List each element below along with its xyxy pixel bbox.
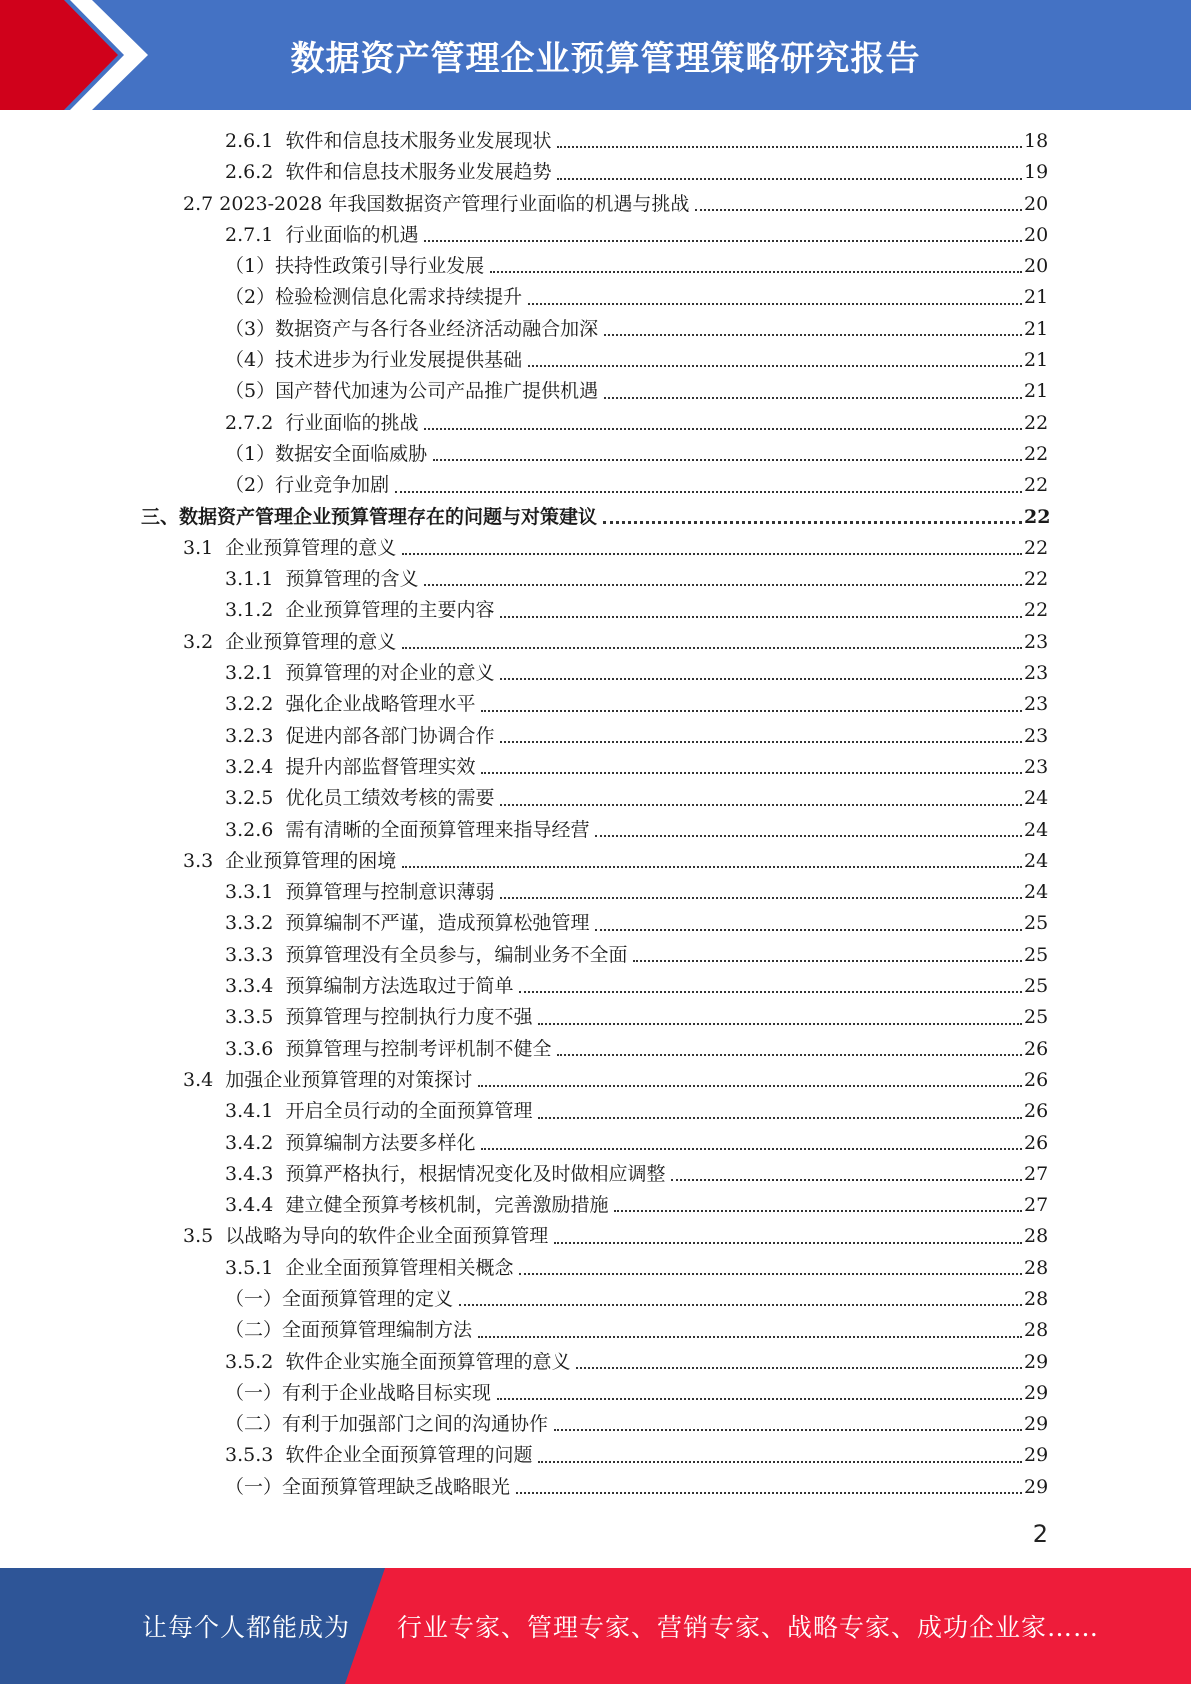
toc-entry[interactable] <box>0 627 1191 658</box>
toc-leader-dots <box>528 303 1022 305</box>
toc-leader-dots <box>557 146 1022 148</box>
toc-entry[interactable] <box>0 502 1191 533</box>
toc-entry[interactable] <box>0 1190 1191 1221</box>
toc-entry-number: 2.6.2 <box>225 161 286 184</box>
toc-entry-number: （2） <box>225 286 276 309</box>
toc-entry-title: 国产替代加速为公司产品推广提供机遇 <box>275 380 599 403</box>
toc-entry-page: 22 <box>1024 536 1049 559</box>
toc-entry-title: 以战略为导向的软件企业全面预算管理 <box>225 1225 549 1248</box>
toc-entry-title: 预算管理的对企业的意义 <box>285 662 495 685</box>
toc-leader-dots <box>538 1461 1022 1463</box>
toc-entry-number: 3.3.5 <box>225 1006 286 1029</box>
toc-entry[interactable] <box>0 877 1191 908</box>
toc-entry-title: 软件企业实施全面预算管理的意义 <box>285 1350 571 1373</box>
toc-leader-dots <box>595 835 1022 837</box>
toc-entry[interactable] <box>0 220 1191 251</box>
toc-entry-page: 23 <box>1024 630 1049 653</box>
toc-entry-number: 3.5.2 <box>225 1350 286 1373</box>
toc-leader-dots <box>490 271 1022 273</box>
toc-entry-title: 预算管理与控制执行力度不强 <box>285 1006 533 1029</box>
toc-entry-page: 29 <box>1024 1475 1049 1498</box>
toc-leader-dots <box>500 616 1022 618</box>
toc-entry-number: 2.7.1 <box>225 223 286 246</box>
toc-entry[interactable] <box>0 1065 1191 1096</box>
toc-entry-number: 3.3 <box>183 849 226 872</box>
toc-entry[interactable] <box>0 376 1191 407</box>
toc-entry-title: 企业预算管理的意义 <box>225 536 397 559</box>
toc-entry[interactable] <box>0 470 1191 501</box>
toc-entry-page: 28 <box>1024 1287 1049 1310</box>
toc-entry-title: 企业预算管理的意义 <box>225 630 397 653</box>
toc-leader-dots <box>500 804 1022 806</box>
toc-entry-number: 3.3.1 <box>225 881 286 904</box>
toc-entry-number: 3.1 <box>183 536 226 559</box>
toc-entry-title: 建立健全预算考核机制，完善激励措施 <box>285 1194 609 1217</box>
toc-entry-number: 2.6.1 <box>225 130 286 152</box>
toc-entry-title: 企业预算管理的困境 <box>225 849 397 872</box>
toc-leader-dots <box>614 1210 1022 1212</box>
toc-entry-page: 23 <box>1024 662 1049 685</box>
toc-entry-title: 开启全员行动的全面预算管理 <box>285 1100 533 1123</box>
toc-entry-number: 3.4.3 <box>225 1162 286 1185</box>
toc-entry-title: 有利于企业战略目标实现 <box>282 1381 492 1404</box>
toc-entry-number: 3.5 <box>183 1225 226 1248</box>
toc-leader-dots <box>516 1492 1022 1494</box>
toc-leader-dots <box>481 710 1022 712</box>
footer-slogan-left: 让每个人都能成为 <box>142 1613 351 1642</box>
toc-entry-number: 3.2 <box>183 630 226 653</box>
toc-entry[interactable] <box>0 815 1191 846</box>
toc-entry-title: 促进内部各部门协调合作 <box>285 724 495 747</box>
toc-entry[interactable] <box>0 251 1191 282</box>
toc-entry-title: 企业预算管理的主要内容 <box>285 599 495 622</box>
toc-entry-number: 3.1.1 <box>225 568 286 591</box>
toc-leader-dots <box>433 459 1022 461</box>
toc-entry-title: 检验检测信息化需求持续提升 <box>275 286 523 309</box>
toc-entry[interactable] <box>0 1034 1191 1065</box>
toc-entry[interactable] <box>0 908 1191 939</box>
toc-leader-dots <box>604 397 1022 399</box>
toc-entry-page: 24 <box>1024 849 1049 872</box>
toc-leader-dots <box>478 1336 1022 1338</box>
toc-entry-title: 需有清晰的全面预算管理来指导经营 <box>285 818 590 841</box>
toc-entry-page: 25 <box>1024 912 1049 935</box>
toc-entry-page: 26 <box>1024 1068 1049 1091</box>
toc-entry[interactable] <box>0 282 1191 313</box>
toc-leader-dots <box>604 334 1022 336</box>
toc-entry[interactable] <box>0 689 1191 720</box>
table-of-contents <box>0 126 1191 1503</box>
toc-entry-page: 26 <box>1024 1100 1049 1123</box>
toc-entry-title: 预算严格执行，根据情况变化及时做相应调整 <box>285 1162 666 1185</box>
toc-entry-number: 三、 <box>141 505 180 528</box>
toc-entry[interactable] <box>0 752 1191 783</box>
toc-entry-title: 提升内部监督管理实效 <box>285 755 476 778</box>
toc-leader-dots <box>500 741 1022 743</box>
toc-leader-dots <box>500 678 1022 680</box>
toc-entry-page: 27 <box>1024 1194 1049 1217</box>
toc-entry[interactable] <box>0 439 1191 470</box>
toc-entry[interactable] <box>0 721 1191 752</box>
toc-entry-page: 22 <box>1024 442 1049 465</box>
toc-entry-page: 29 <box>1024 1444 1049 1467</box>
toc-entry-title: 预算管理的含义 <box>285 568 419 591</box>
toc-entry[interactable] <box>0 1378 1191 1409</box>
toc-leader-dots <box>671 1179 1022 1181</box>
toc-entry-title: 软件和信息技术服务业发展趋势 <box>285 161 552 184</box>
footer-slogan-right: 行业专家、管理专家、营销专家、战略专家、成功企业家…… <box>397 1613 1100 1642</box>
toc-leader-dots <box>424 584 1022 586</box>
toc-entry[interactable] <box>0 408 1191 439</box>
toc-entry[interactable] <box>0 1409 1191 1440</box>
toc-entry-number: 3.4.2 <box>225 1131 286 1154</box>
toc-entry-number: 3.3.6 <box>225 1037 286 1060</box>
toc-entry-title: 行业面临的挑战 <box>285 411 419 434</box>
toc-entry-number: 3.2.5 <box>225 787 286 810</box>
toc-entry-number: （2） <box>225 474 276 497</box>
toc-entry-number: 2.7.2 <box>225 411 286 434</box>
toc-entry[interactable] <box>0 1253 1191 1284</box>
toc-entry[interactable] <box>0 1128 1191 1159</box>
toc-leader-dots <box>595 929 1022 931</box>
toc-entry-page: 22 <box>1024 411 1049 434</box>
toc-entry-title: 预算编制不严谨，造成预算松弛管理 <box>285 912 590 935</box>
toc-entry-number: （一） <box>225 1287 283 1310</box>
toc-entry[interactable] <box>0 157 1191 188</box>
toc-entry-number: （一） <box>225 1381 283 1404</box>
toc-entry[interactable] <box>0 1472 1191 1503</box>
toc-entry[interactable] <box>0 595 1191 626</box>
toc-entry[interactable] <box>0 1002 1191 1033</box>
toc-entry-number: （一） <box>225 1475 283 1498</box>
toc-entry[interactable] <box>0 1096 1191 1127</box>
toc-entry-number: 3.4 <box>183 1068 226 1091</box>
toc-entry-title: 软件企业全面预算管理的问题 <box>285 1444 533 1467</box>
toc-leader-dots <box>424 428 1022 430</box>
toc-entry[interactable] <box>0 940 1191 971</box>
toc-entry[interactable] <box>0 783 1191 814</box>
toc-entry-title: 全面预算管理编制方法 <box>282 1319 473 1342</box>
toc-entry[interactable] <box>0 126 1191 157</box>
toc-entry[interactable] <box>0 1221 1191 1252</box>
toc-entry-number: 2.7 <box>183 192 220 215</box>
toc-entry-page: 22 <box>1024 474 1049 497</box>
toc-entry-title: 加强企业预算管理的对策探讨 <box>225 1068 473 1091</box>
toc-entry-page: 20 <box>1024 192 1049 215</box>
toc-entry-page: 19 <box>1024 161 1049 184</box>
toc-entry-page: 28 <box>1024 1256 1049 1279</box>
toc-entry-page: 24 <box>1024 787 1049 810</box>
toc-leader-dots <box>576 1367 1022 1369</box>
toc-entry-title: 预算编制方法要多样化 <box>285 1131 476 1154</box>
toc-leader-dots <box>497 1398 1022 1400</box>
toc-entry-title: 全面预算管理的定义 <box>282 1287 454 1310</box>
toc-leader-dots <box>538 1023 1022 1025</box>
toc-entry-number: 3.2.3 <box>225 724 286 747</box>
toc-entry-page: 20 <box>1024 255 1049 278</box>
toc-leader-dots <box>402 866 1022 868</box>
toc-entry-number: 3.4.4 <box>225 1194 286 1217</box>
toc-entry[interactable] <box>0 1284 1191 1315</box>
toc-entry-page: 21 <box>1024 349 1049 372</box>
toc-entry[interactable] <box>0 846 1191 877</box>
toc-entry-number: 3.5.1 <box>225 1256 286 1279</box>
toc-entry-title: 数据安全面临威胁 <box>275 442 428 465</box>
toc-entry-number: 3.1.2 <box>225 599 286 622</box>
toc-entry-page: 23 <box>1024 693 1049 716</box>
toc-entry-page: 26 <box>1024 1037 1049 1060</box>
toc-entry-page: 27 <box>1024 1162 1049 1185</box>
toc-entry-title: 全面预算管理缺乏战略眼光 <box>282 1475 511 1498</box>
toc-entry-number: 3.2.6 <box>225 818 286 841</box>
toc-entry-page: 25 <box>1024 1006 1049 1029</box>
toc-leader-dots <box>603 521 1022 524</box>
page-title: 数据资产管理企业预算管理策略研究报告 <box>290 38 921 79</box>
toc-entry-page: 23 <box>1024 724 1049 747</box>
toc-leader-dots <box>519 991 1022 993</box>
toc-entry-number: 3.2.2 <box>225 693 286 716</box>
toc-leader-dots <box>481 1148 1022 1150</box>
toc-entry-title: 行业竞争加剧 <box>275 474 390 497</box>
toc-entry[interactable] <box>0 1347 1191 1378</box>
toc-entry-number: （5） <box>225 380 276 403</box>
toc-entry-number: （1） <box>225 255 276 278</box>
toc-entry-number: 3.2.1 <box>225 662 286 685</box>
toc-entry-title: 数据资产与各行各业经济活动融合加深 <box>275 317 599 340</box>
toc-entry-number: 3.3.4 <box>225 975 286 998</box>
toc-entry[interactable] <box>0 189 1191 220</box>
toc-leader-dots <box>478 1085 1022 1087</box>
toc-leader-dots <box>695 209 1022 211</box>
toc-leader-dots <box>481 772 1022 774</box>
toc-entry-page: 22 <box>1024 599 1049 622</box>
toc-leader-dots <box>402 647 1022 649</box>
toc-leader-dots <box>554 1242 1022 1244</box>
toc-leader-dots <box>459 1304 1022 1306</box>
toc-entry-page: 23 <box>1024 755 1049 778</box>
toc-entry-title: 企业全面预算管理相关概念 <box>285 1256 514 1279</box>
toc-entry[interactable] <box>0 1440 1191 1471</box>
toc-entry-page: 28 <box>1024 1225 1049 1248</box>
toc-entry-title: 数据资产管理企业预算管理存在的问题与对策建议 <box>179 505 598 528</box>
toc-entry-page: 29 <box>1024 1381 1049 1404</box>
toc-entry-title: 软件和信息技术服务业发展现状 <box>285 130 552 152</box>
toc-entry[interactable] <box>0 314 1191 345</box>
toc-leader-dots <box>402 553 1022 555</box>
toc-leader-dots <box>528 365 1022 367</box>
toc-entry-page: 25 <box>1024 943 1049 966</box>
page-number: 2 <box>1032 1520 1048 1548</box>
toc-entry-number: （4） <box>225 349 276 372</box>
header-banner <box>0 0 1191 110</box>
toc-entry[interactable] <box>0 1315 1191 1346</box>
toc-entry-title: 预算管理没有全员参与，编制业务不全面 <box>285 943 628 966</box>
toc-entry-number: 3.3.2 <box>225 912 286 935</box>
toc-entry[interactable] <box>0 658 1191 689</box>
toc-entry-page: 20 <box>1024 223 1049 246</box>
toc-entry-page: 29 <box>1024 1350 1049 1373</box>
toc-leader-dots <box>500 897 1022 899</box>
toc-entry-title: 行业面临的机遇 <box>285 223 419 246</box>
toc-leader-dots <box>424 240 1022 242</box>
toc-entry[interactable] <box>0 533 1191 564</box>
toc-entry-number: 3.3.3 <box>225 943 286 966</box>
toc-entry-page: 22 <box>1024 568 1049 591</box>
toc-entry-page: 24 <box>1024 818 1049 841</box>
toc-entry-title: 优化员工绩效考核的需要 <box>285 787 495 810</box>
toc-entry-title: 预算编制方法选取过于简单 <box>285 975 514 998</box>
toc-entry-page: 21 <box>1024 317 1049 340</box>
toc-entry-title: 强化企业战略管理水平 <box>285 693 476 716</box>
toc-entry-page: 26 <box>1024 1131 1049 1154</box>
toc-leader-dots <box>557 1054 1022 1056</box>
toc-entry-number: （二） <box>225 1319 283 1342</box>
toc-entry-title: 扶持性政策引导行业发展 <box>275 255 485 278</box>
toc-entry-title: 2023-2028 年我国数据资产管理行业面临的机遇与挑战 <box>219 192 690 215</box>
toc-leader-dots <box>554 1429 1022 1431</box>
toc-entry-page: 24 <box>1024 881 1049 904</box>
toc-entry-number: 3.5.3 <box>225 1444 286 1467</box>
toc-entry-title: 预算管理与控制意识薄弱 <box>285 881 495 904</box>
toc-entry-page: 25 <box>1024 975 1049 998</box>
toc-entry-number: （1） <box>225 442 276 465</box>
toc-entry[interactable] <box>0 1159 1191 1190</box>
toc-leader-dots <box>557 178 1022 180</box>
toc-entry-page: 18 <box>1024 130 1049 152</box>
toc-entry-number: 3.2.4 <box>225 755 286 778</box>
toc-entry-number: 3.4.1 <box>225 1100 286 1123</box>
toc-entry-page: 29 <box>1024 1413 1049 1436</box>
toc-leader-dots <box>395 491 1022 493</box>
toc-entry[interactable] <box>0 345 1191 376</box>
toc-entry-number: （二） <box>225 1413 283 1436</box>
toc-entry-title: 有利于加强部门之间的沟通协作 <box>282 1413 549 1436</box>
toc-entry[interactable] <box>0 564 1191 595</box>
toc-entry-title: 预算管理与控制考评机制不健全 <box>285 1037 552 1060</box>
footer-banner <box>0 1568 1191 1684</box>
toc-entry-page: 22 <box>1024 505 1051 528</box>
toc-leader-dots <box>538 1117 1022 1119</box>
toc-entry-title: 技术进步为行业发展提供基础 <box>275 349 523 372</box>
toc-entry-page: 28 <box>1024 1319 1049 1342</box>
toc-leader-dots <box>633 960 1022 962</box>
toc-entry-number: （3） <box>225 317 276 340</box>
toc-entry-page: 21 <box>1024 286 1049 309</box>
toc-entry-page: 21 <box>1024 380 1049 403</box>
toc-leader-dots <box>519 1273 1022 1275</box>
toc-entry[interactable] <box>0 971 1191 1002</box>
